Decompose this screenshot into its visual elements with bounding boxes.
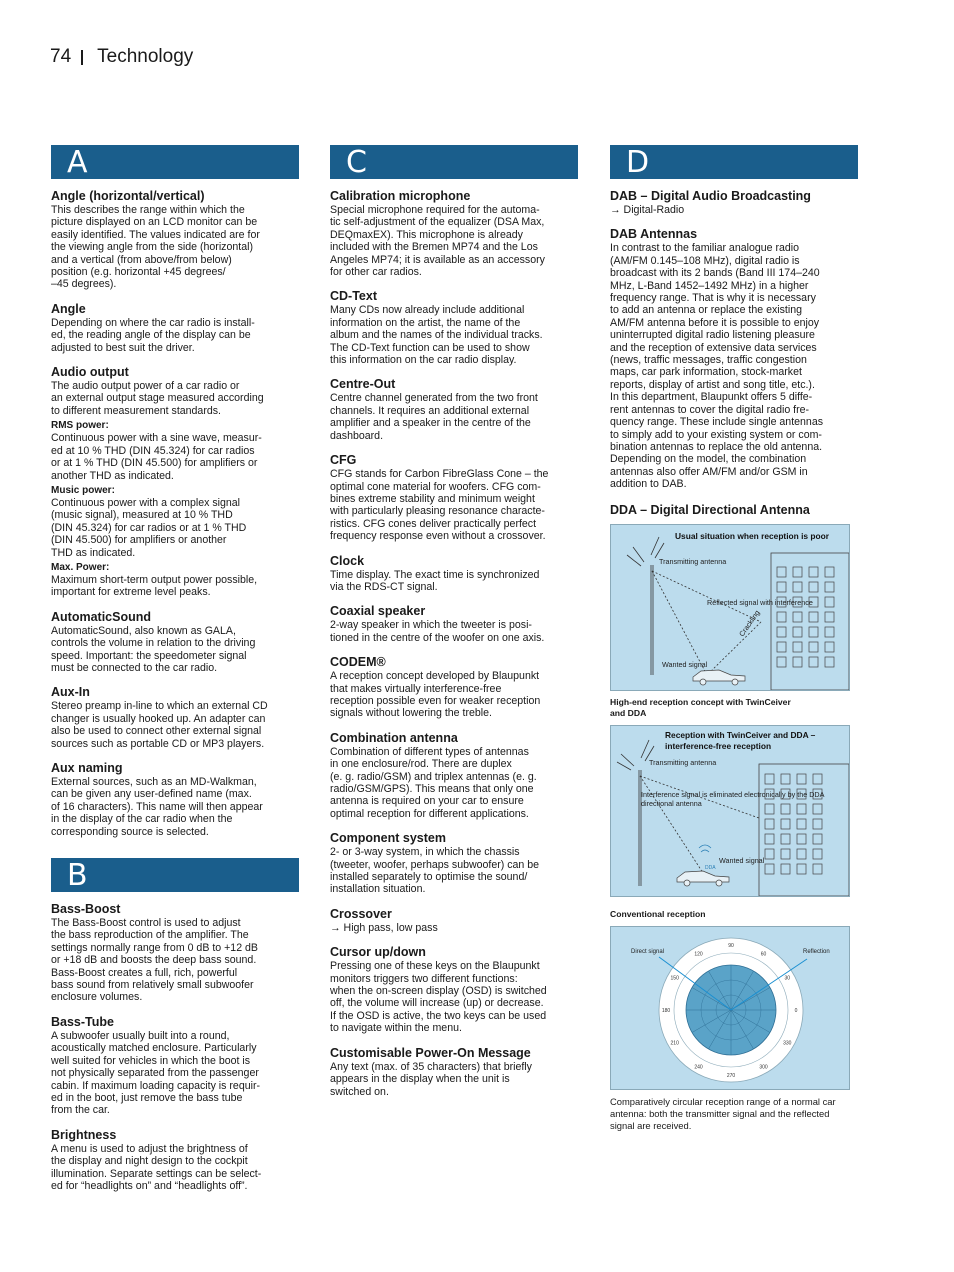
polar-tick-label: 30 [784,975,791,982]
entry-calibration-microphone [330,189,578,278]
polar-tick-label: 210 [670,1040,679,1047]
column-d [610,145,858,1132]
entry-crossover [330,907,578,934]
entry-codem [330,655,578,720]
interference-eliminated-label: Interference signal is eliminated electronically by the DDA directional antenna [641,789,824,808]
entry-clock [330,554,578,594]
entry-text: 2-way speaker in which the tweeter is posi- tioned in the centre of the woofer on one axis. [330,619,545,644]
entry-brightness [51,1128,299,1193]
entry-title: Customisable Power-On Message [330,1045,531,1060]
column-c [330,145,578,1109]
entry-aux-naming [51,761,299,838]
wanted-signal-label: Wanted signal [662,659,708,669]
entry-title: Centre-Out [330,377,396,392]
entry-text: This describes the range within which the picture displayed on an LCD monitor can be easily identified. The values indicated are for the viewing angle from the side (horizontal) and a vertical (from above/from below) position (e.g. horizontal +45 degrees/ –45 degrees). [51,204,260,291]
direct-signal-label: Direct signal [631,948,665,955]
entry-title: AutomaticSound [51,609,151,624]
subentry-text: Continuous power with a complex signal (music signal), measured at 10 % THD (DIN 45.324) for car radios or at 1 % THD (DIN 45.500) for amplifiers or another THD as indicated. [51,496,247,559]
entry-title: Bass-Tube [51,1014,114,1029]
entry-dab [610,189,858,216]
crackling-label: Crackling [737,607,762,638]
polar-tick-label: 60 [760,951,767,958]
entry-title: Clock [330,553,365,568]
column-a [51,145,299,1203]
entry-combination-antenna [330,731,578,820]
entry-text: Stereo preamp in-line to which an external CD changer is usually hooked up. An adapter can also be used to connect other external signal sources such as portable CD or MP3 players. [51,700,268,750]
wanted-signal-label: Wanted signal [719,855,765,865]
entry-title: Angle (horizontal/vertical) [51,189,205,203]
entry-audio-output [51,365,299,599]
entry-text: → Digital-Radio [610,204,685,216]
polar-tick-label: 270 [726,1072,736,1079]
entry-dda [610,503,858,518]
figure-description: Comparatively circular reception range of a normal car antenna: both the transmitter signal and the reflected signal are received. [610,1095,836,1131]
polar-tick-label: 150 [670,975,679,982]
entry-text: 2- or 3-way system, in which the chassis (tweeter, woofer, perhaps subwoofer) can be installed separately to optimise the sound/ installation situation. [330,846,540,896]
entry-coaxial-speaker [330,604,578,644]
entry-dab-antennas [610,227,858,490]
entry-text: Any text (max. of 35 characters) that briefly appears in the display when the unit is switched on. [330,1060,532,1098]
entry-title: Audio output [51,365,129,380]
poor-reception-illustration [611,525,849,690]
entry-title: Aux naming [51,761,123,775]
entry-cd-text [330,289,578,366]
entry-title: DDA – Digital Directional Antenna [610,502,810,517]
polar-tick-label: 240 [694,1063,703,1070]
page-number: 74 [50,46,72,67]
reflected-signal-label: Reflected signal with interference [707,597,813,607]
entry-bass-boost [51,902,299,1004]
entry-text: A reception concept developed by Blaupunkt that makes virtually interference-free reception possible even for weaker reception signals without lowering the treble. [330,670,541,720]
entry-cursor [330,945,578,1034]
twinceiver-reception-diagram [610,725,850,897]
entry-text: The Bass-Boost control is used to adjust the bass reproduction of the amplifier. The settings normally range from 0 dB to +12 dB or +18 dB and boosts the deep bass sound. Bass-Boost creates a full, rich, powerful bass sound from relatively small subwoofer enclosure volumes. [51,917,258,1004]
entry-title: Brightness [51,1127,117,1142]
entry-power-on-message [330,1046,578,1098]
entry-title: Component system [330,831,446,846]
figure-caption: Conventional reception [610,908,706,919]
entry-title: Aux-In [51,685,90,700]
section-title: Technology [97,46,194,67]
entry-title: Angle [51,301,86,316]
polar-reception-diagram [610,926,850,1090]
entry-title: Calibration microphone [330,189,471,203]
polar-tick-label: 300 [759,1063,768,1070]
entry-cfg [330,453,578,542]
subentry-title: Music power: [51,484,115,496]
entry-component-system [330,831,578,896]
entry-title: CODEM® [330,655,386,670]
polar-tick-label: 180 [661,1007,671,1014]
header-divider [81,50,83,65]
transmitting-antenna-label: Transmitting antenna [659,556,727,566]
entry-title: Bass-Boost [51,902,121,917]
subentry-text: Continuous power with a sine wave, measur- ed at 10 % THD (DIN 45.324) for car radios or at 1 % THD (DIN 45.500) for amplifiers or another THD as indicated. [51,432,262,482]
section-letter-d: D [610,145,858,179]
entry-text: Special microphone required for the automa- tic self-adjustment of the equalizer (DSA Max, DEQmaxEX). This microphone is already included with the Bremen MP74 and the Los Angeles MP74; it is available as an accessory for other car radios. [330,204,545,279]
subentry-text: Maximum short-term output power possible, important for extreme level peaks. [51,573,258,599]
poor-reception-diagram [610,524,850,691]
entry-text: Depending on where the car radio is install- ed, the reading angle of the display can be adjusted to best suit the driver. [51,316,255,354]
subentry-title: Max. Power: [51,561,110,573]
entry-bass-tube [51,1015,299,1117]
entry-text: CFG stands for Carbon FibreGlass Cone – the optimal cone material for woofers. CFG com- bines extreme stability and minimum weight with particularly pleasing resonance characte- ristics. CFG cones deliver practically perfect frequency response even without a crossover. [330,468,549,543]
entry-title: Crossover [330,906,392,921]
dda-tag: DDA [705,864,716,871]
polar-tick-label: 0 [794,1007,798,1014]
polar-tick-label: 330 [783,1040,792,1047]
entry-title: Combination antenna [330,730,458,745]
entry-text: External sources, such as an MD-Walkman, can be given any user-defined name (max. of 16 characters). This name will then appear in the display of the car radio when the corresponding source is selected. [51,776,263,838]
polar-tick-label: 120 [694,951,703,958]
figure-caption: High-end reception concept with TwinCeiver and DDA [610,696,791,718]
entry-text: In contrast to the familiar analogue radio (AM/FM 0.145–108 MHz), digital radio is broadcast with its 2 bands (Band III 174–240 MHz, L-Band 1452–1492 MHz) in a higher frequency range. That is why it is necessary to add an antenna or replace the existing AM/FM antenna before it is possible to enjoy uninterrupted digital radio listening pleasure and the reception of extensive data services (news, traffic messages, traffic congestion maps, car park information, stock-market reports, display of artist and song title, etc.). In this department, Blaupunkt offers 5 diffe- rent antennas to cover the digital radio fre- quency range. These include single antennas to simply add to your existing system or com- bination antennas to replace the old antenna. Depending on the model, the combination antennas also offer AM/FM and/or GSM in addition to DAB. [610,242,824,491]
entry-aux-in [51,685,299,750]
entry-title: Coaxial speaker [330,604,426,619]
section-letter-a: A [51,145,299,179]
entry-angle [51,302,299,354]
entry-title: DAB Antennas [610,227,698,242]
entry-text: Combination of different types of antennas in one enclosure/rod. There are duplex (e. g. radio/GSM) and triplex antennas (e. g. radio/GSM/GPS). This means that only one antenna is required on your car to ensure optimal reception for different applications. [330,745,537,820]
figure-title: Reception with TwinCeiver and DDA – interference-free reception [665,729,816,751]
section-letter-b: B [51,858,299,892]
entry-text: Many CDs now already include additional information on the artist, the name of the album and the names of the individual tracks. The CD-Text function can be used to show this information on the car radio display. [330,304,543,367]
page-header [50,46,193,68]
polar-tick-label: 90 [728,942,734,949]
entry-text: Pressing one of these keys on the Blaupunkt monitors triggers two different functions: when the on-screen display (OSD) is switched off, the volume will increase (up) or decrease. If the OSD is active, the two keys can be used to navigate within the menu. [330,960,547,1035]
reflection-label: Reflection [803,948,830,955]
entry-text: A menu is used to adjust the brightness of the display and night design to the cockpit illumination. Separate settings can be select- ed for “headlights on” and “headlights off”. [51,1142,262,1192]
entry-title: Cursor up/down [330,945,426,960]
entry-centre-out [330,377,578,442]
transmitting-antenna-label: Transmitting antenna [649,757,717,767]
entry-text: The audio output power of a car radio or an external output stage measured according to different measurement standards. [51,380,264,417]
entry-text: Centre channel generated from the two front channels. It requires an additional external amplifier and a speaker in the centre of the dashboard. [330,392,538,442]
figure-title: Usual situation when reception is poor [675,530,830,541]
entry-angle-hv [51,189,299,291]
entry-text: Time display. The exact time is synchronized via the RDS-CT signal. [330,568,540,593]
entry-automaticsound [51,610,299,675]
entry-title: CFG [330,453,357,468]
entry-title: CD-Text [330,289,377,304]
entry-text: AutomaticSound, also known as GALA, controls the volume in relation to the driving speed. Important: the speedometer signal must be connected to the car radio. [51,624,256,674]
section-letter-c: C [330,145,578,179]
entry-text: → High pass, low pass [330,921,438,934]
subentry-title: RMS power: [51,420,109,432]
entry-text: A subwoofer usually built into a round, acoustically matched enclosure. Particularly well suited for vehicles in which the boot is not physically separated from the passenger cabin. If maximum loading capacity is requir- ed in the boot, just remove the bass tube from the car. [51,1029,261,1117]
entry-title: DAB – Digital Audio Broadcasting [610,189,811,203]
